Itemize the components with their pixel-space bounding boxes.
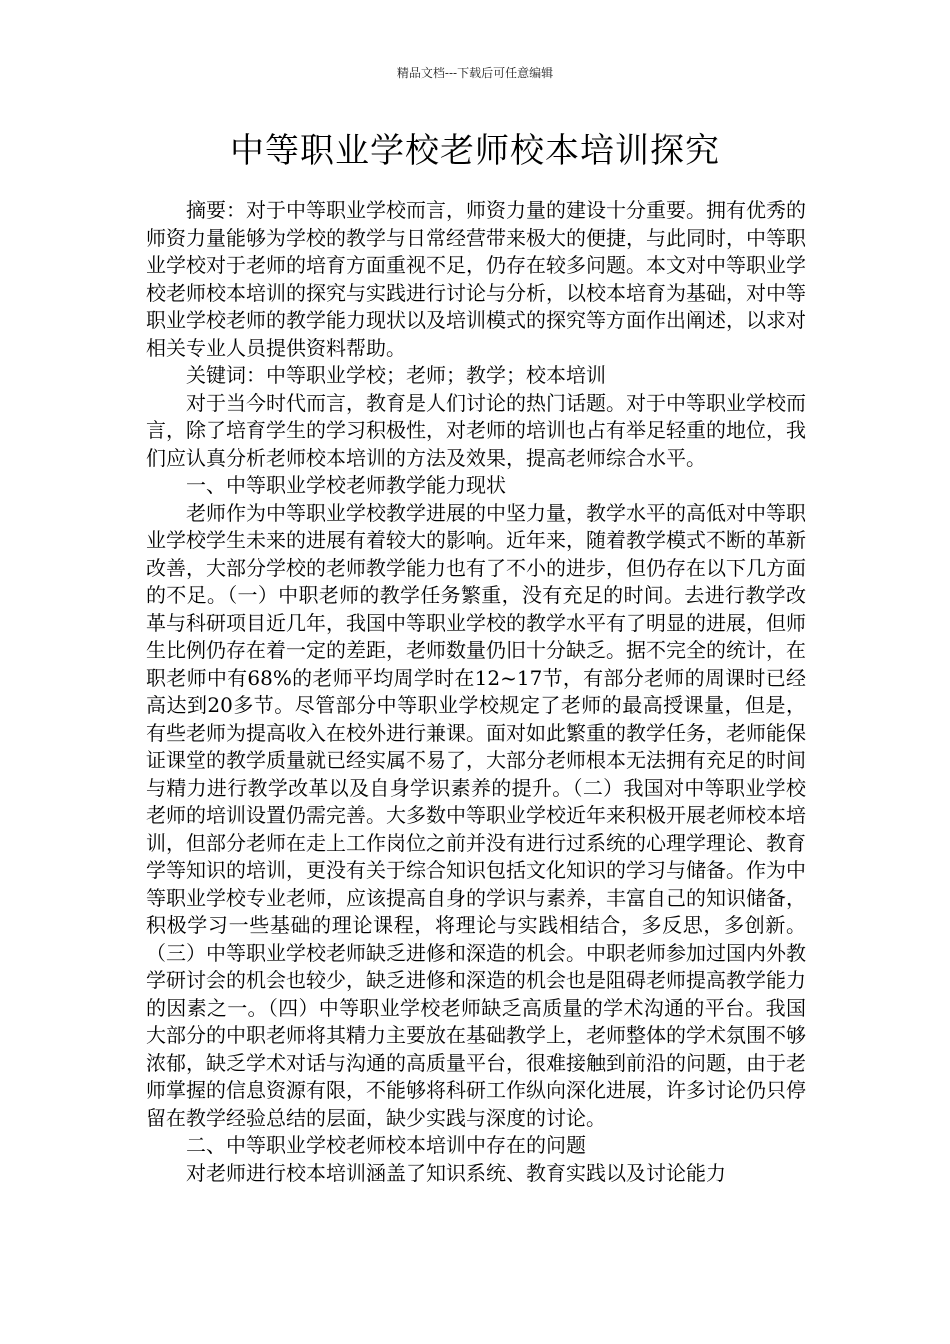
abstract-paragraph: 摘要：对于中等职业学校而言，师资力量的建设十分重要。拥有优秀的师资力量能够为学校的教学与日常经营带来极大的便捷，与此同时，中等职业学校对于老师的培育方面重视不足，仍存在较多问题。本文对中等职业学校老师校本培训的探究与实践进行讨论与分析，以校本培育为基础，对中等职业学校老师的教学能力现状以及培训模式的探究等方面作出阐述，以求对相关专业人员提供资料帮助。 [146,198,806,360]
keywords-paragraph: 关键词：中等职业学校；老师；教学；校本培训 [186,363,606,387]
intro-paragraph: 对于当今时代而言，教育是人们讨论的热门话题。对于中等职业学校而言，除了培育学生的学习积极性，对老师的培训也占有举足轻重的地位，我们应认真分析老师校本培训的方法及效果，提高老师综合水平。 [146,390,806,470]
section-2-paragraph: 对老师进行校本培训涵盖了知识系统、教育实践以及讨论能力 [186,1160,726,1185]
section-heading-2: 二、中等职业学校老师校本培训中存在的问题 [186,1133,586,1157]
header-note: 精品文档---下载后可任意编辑 [396,66,554,80]
section-heading-1: 一、中等职业学校老师教学能力现状 [186,473,506,497]
section-1-paragraph: 老师作为中等职业学校教学进展的中坚力量，教学水平的高低对中等职业学校学生未来的进展有着较大的影响。近年来，随着教学模式不断的革新改善，大部分学校的老师教学能力也有了不小的进步，但仍存在以下几方面的不足。（一）中职老师的教学任务繁重，没有充足的时间。去进行教学改革与科研项目近几年，我国中等职业学校的教学水平有了明显的进展，但师生比例仍存在着一定的差距，老师数量仍旧十分缺乏。据不完全的统计，在职老师中有68%的老师平均周学时在12~17节，有部分老师的周课时已经高达到20多节。尽管部分中等职业学校规定了老师的最高授课量，但是，有些老师为提高收入在校外进行兼课。面对如此繁重的教学任务，老师能保证课堂的教学质量就已经实属不易了，大部分老师根本无法拥有充足的时间与精力进行教学改革以及自身学识素养的提升。（二）我国对中等职业学校老师的培训设置仍需完善。大多数中等职业学校近年来积极开展老师校本培训，但部分老师在走上工作岗位之前并没有进行过系统的心理学理论、教育学等知识的培训，更没有关于综合知识包括文化知识的学习与储备。作为中等职业学校专业老师，应该提高自身的学识与素养，丰富自己的知识储备，积极学习一些基础的理论课程，将理论与实践相结合，多反思，多创新。（三）中等职业学校老师缺乏进修和深造的机会。中职老师参加过国内外教学研讨会的机会也较少，缺乏进修和深造的机会也是阻碍老师提高教学能力的因素之一。（四）中等职业学校老师缺乏高质量的学术沟通的平台。我国大部分的中职老师将其精力主要放在基础教学上，老师整体的学术氛围不够浓郁，缺乏学术对话与沟通的高质量平台，很难接触到前沿的问题，由于老师掌握的信息资源有限，不能够将科研工作纵向深化进展，许多讨论仍只停留在教学经验总结的层面，缺少实践与深度的讨论。 [146,500,806,1130]
document-body [146,197,806,1187]
document-title: 中等职业学校老师校本培训探究 [230,131,720,171]
